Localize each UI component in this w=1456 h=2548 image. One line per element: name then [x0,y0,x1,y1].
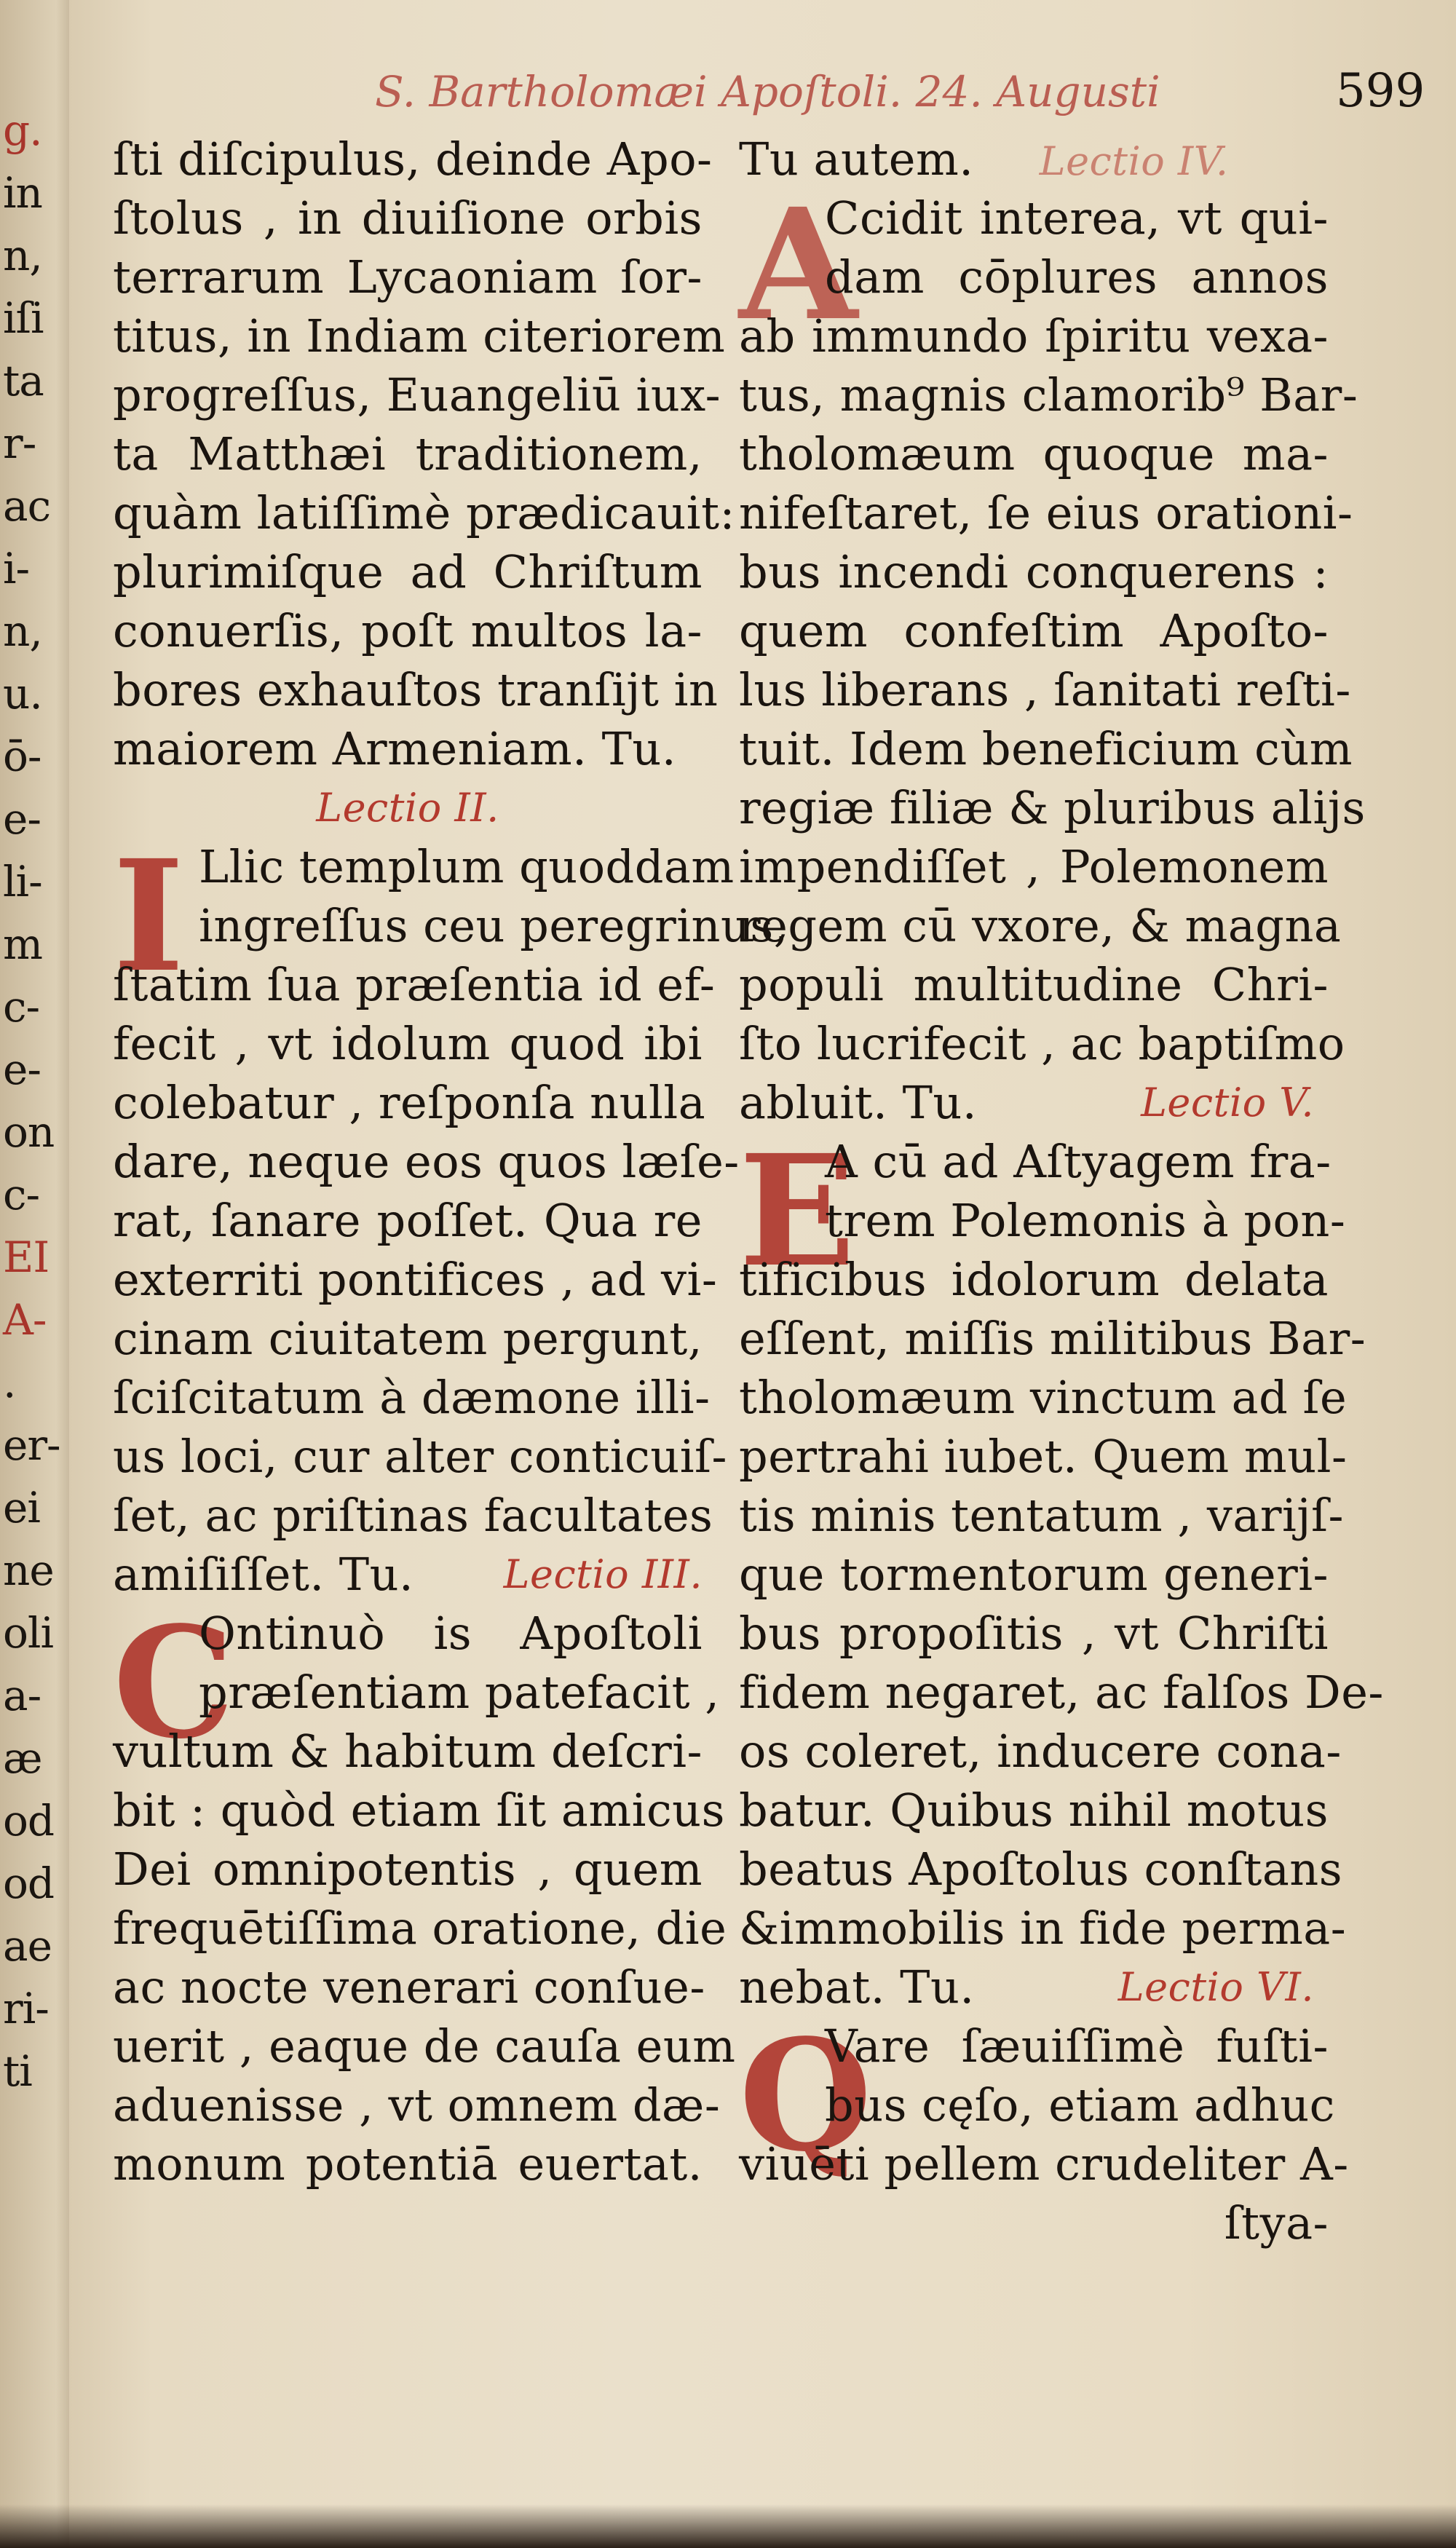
text-line: præſentiam patefacit , [199,1666,720,1719]
text-line-content: abluit. Tu. [739,1076,978,1129]
initial-letter: E [739,1121,856,1301]
left-page-fragment: e- [3,794,41,844]
left-page-fragment: EI [3,1233,50,1282]
left-page-fragment: c- [3,1170,40,1219]
text-line: monum potentiā euertat. [113,2137,703,2191]
left-page-fragment: ta [3,356,44,405]
left-page-fragment: ri- [3,1984,49,2033]
text-line: terrarum Lycaoniam ſor- [113,250,703,304]
text-line: fidem negaret, ac falſos De- [739,1666,1384,1719]
book-page [69,0,1456,2548]
text-line: batur. Quibus nihil motus [739,1784,1329,1837]
text-line: ta Matthæi traditionem, [113,427,703,480]
text-line: dare, neque eos quos læſe- [113,1135,740,1188]
text-line: &immobilis in fide perma- [739,1902,1347,1955]
text-line: bores exhauſtos tranſijt in [113,663,719,716]
text-line: nifeſtaret, ſe eius orationi- [739,486,1353,539]
left-page-fragment: u. [3,669,42,719]
text-line: ingreſſus ceu peregrinus, [199,899,788,952]
text-line: conuerſis, poſt multos la- [113,604,703,657]
text-line: lus liberans , ſanitati reſti- [739,663,1351,716]
text-line: regem cū vxore, & magna [739,899,1342,952]
left-page-fragment: li- [3,857,42,906]
left-page-fragment: in [3,168,42,218]
text-line: dam cōplures annos [825,250,1329,304]
text-line: rat, ſanare poſſet. Qua re [113,1194,703,1247]
left-page-fragment: on [3,1107,55,1157]
text-line: Ontinuò is Apoſtoli [199,1607,703,1660]
text-line: quem confeſtim Apoſto- [739,604,1329,657]
text-line: impendiſſet , Polemonem [739,840,1329,893]
left-page-fragment: e- [3,1045,41,1094]
left-page-fragment: iſi [3,293,44,343]
left-page-fragment: n, [3,231,42,280]
left-page-fragment: c- [3,982,40,1032]
text-line: viuēti pellem crudeliter A- [739,2137,1349,2191]
lectio-heading: Lectio II. [316,785,499,831]
left-page-fragment: n, [3,606,42,656]
left-page-fragment: er- [3,1420,60,1470]
text-line: bus propoſitis , vt Chriſti [739,1607,1329,1660]
left-page-fragment: ō- [3,732,41,781]
text-line: quàm latiſſimè prædicauit: [113,486,735,539]
text-line: tholomæum vinctum ad ſe [739,1371,1348,1424]
text-line: bus cęſo, etiam adhuc [825,2078,1335,2132]
left-page-fragment: a- [3,1671,41,1720]
left-page-fragment: od [3,1859,55,1908]
text-line: beatus Apoſtolus conſtans [739,1843,1343,1896]
left-page-fragment: ti [3,2046,32,2096]
left-page-fragment: . [3,1358,16,1407]
text-line: ſtatim ſua præſentia id ef- [113,958,716,1011]
text-line: eſſent, miſſis militibus Bar- [739,1312,1366,1365]
text-line: ſtolus , in diuiſione orbis [113,191,703,245]
left-page-fragment: r- [3,419,36,468]
text-line: ſciſcitatum à dæmone illi- [113,1371,711,1424]
text-line: exterriti pontifices , ad vi- [113,1253,718,1306]
text-line: tholomæum quoque ma- [739,427,1329,480]
text-line: Ccidit interea, vt qui- [825,191,1329,245]
text-line: bit : quòd etiam ſit amicus [113,1784,725,1837]
left-page-fragment: od [3,1796,55,1845]
text-line: tificibus idolorum delata [739,1253,1329,1306]
left-page-fragment: g. [3,106,42,155]
text-line: que tormentorum generi- [739,1548,1329,1601]
text-line: aduenisse , vt omnem dæ- [113,2078,721,2132]
text-line-content: Tu autem. [739,132,974,186]
lectio-heading: Lectio V. [1141,1080,1314,1125]
text-line: Dei omnipotentis , quem [113,1843,703,1896]
left-page-fragment: i- [3,544,30,593]
text-line: fecit , vt idolum quod ibi [113,1017,703,1070]
text-line: ac nocte venerari conſue- [113,1961,705,2014]
text-line-content: amiſiſſet. Tu. [113,1548,414,1601]
left-page-fragment: ac [3,481,51,531]
text-line: A cū ad Aſtyagem fra- [825,1135,1332,1188]
text-line: vultum & habitum deſcri- [113,1725,703,1778]
text-line: us loci, cur alter conticuiſ- [113,1430,727,1483]
right-column [739,130,1384,2252]
text-line: os coleret, inducere cona- [739,1725,1342,1778]
text-line: maiorem Armeniam. Tu. [113,722,677,775]
text-line: regiæ filiæ & pluribus alijs [739,781,1366,834]
text-line: cinam ciuitatem pergunt, [113,1312,703,1365]
left-page-fragment: æ [3,1733,42,1783]
left-page-fragment: oli [3,1608,54,1658]
initial-letter: Q [739,2006,872,2185]
text-line: ſto lucrifecit , ac baptiſmo [739,1017,1345,1070]
initial-letter: I [113,826,185,1006]
lectio-heading: Lectio VI. [1117,1964,1314,2010]
lectio-heading: Lectio III. [503,1551,703,1597]
text-line: trem Polemonis à pon- [825,1194,1346,1247]
text-line: frequētiſſima oratione, die [113,1902,727,1955]
page-bottom-shadow [0,2504,1456,2548]
text-line-content: nebat. Tu. [739,1961,975,2014]
text-line: tis minis tentatum , varijſ- [739,1489,1344,1542]
left-page-fragment: ae [3,1921,52,1971]
text-line: tus, magnis clamorib⁹ Bar- [739,368,1358,422]
text-line: Vare ſæuiſſimè fuſti- [825,2019,1329,2073]
text-line: plurimiſque ad Chriſtum [113,545,703,598]
text-line: Llic templum quoddam [199,840,735,893]
left-page-fragment: m [3,919,42,969]
text-line: uerit , eaque de cauſa eum [113,2019,736,2073]
text-line: tuit. Idem beneficium cùm [739,722,1353,775]
left-page-fragment: ei [3,1483,40,1532]
running-head [302,64,1425,125]
catchword: ſtya- [1224,2196,1329,2250]
left-page-fragment: ne [3,1546,54,1595]
text-line: colebatur , reſponſa nulla [113,1076,706,1129]
initial-letter: A [739,175,858,355]
text-line: pertrahi iubet. Quem mul- [739,1430,1348,1483]
lectio-heading: Lectio IV. [1039,138,1229,184]
text-line: populi multitudine Chri- [739,958,1329,1011]
running-head-title: S. Bartholomæi Apoſtoli. 24. Augusti [375,67,1160,116]
left-column [113,130,788,2193]
text-line: ſti diſcipulus, deinde Apo- [113,132,713,186]
initial-letter: C [113,1593,235,1773]
text-line: ab immundo ſpiritu vexa- [739,309,1329,363]
page-number: 599 [1336,64,1425,118]
left-page-edge [0,0,80,2548]
text-line: titus, in Indiam citeriorem [113,309,726,363]
text-line: ſet, ac priſtinas facultates [113,1489,713,1542]
left-page-fragment: A- [3,1295,47,1345]
text-line: bus incendi conquerens : [739,545,1329,598]
text-line: progreſſus, Euangeliū iux- [113,368,721,422]
